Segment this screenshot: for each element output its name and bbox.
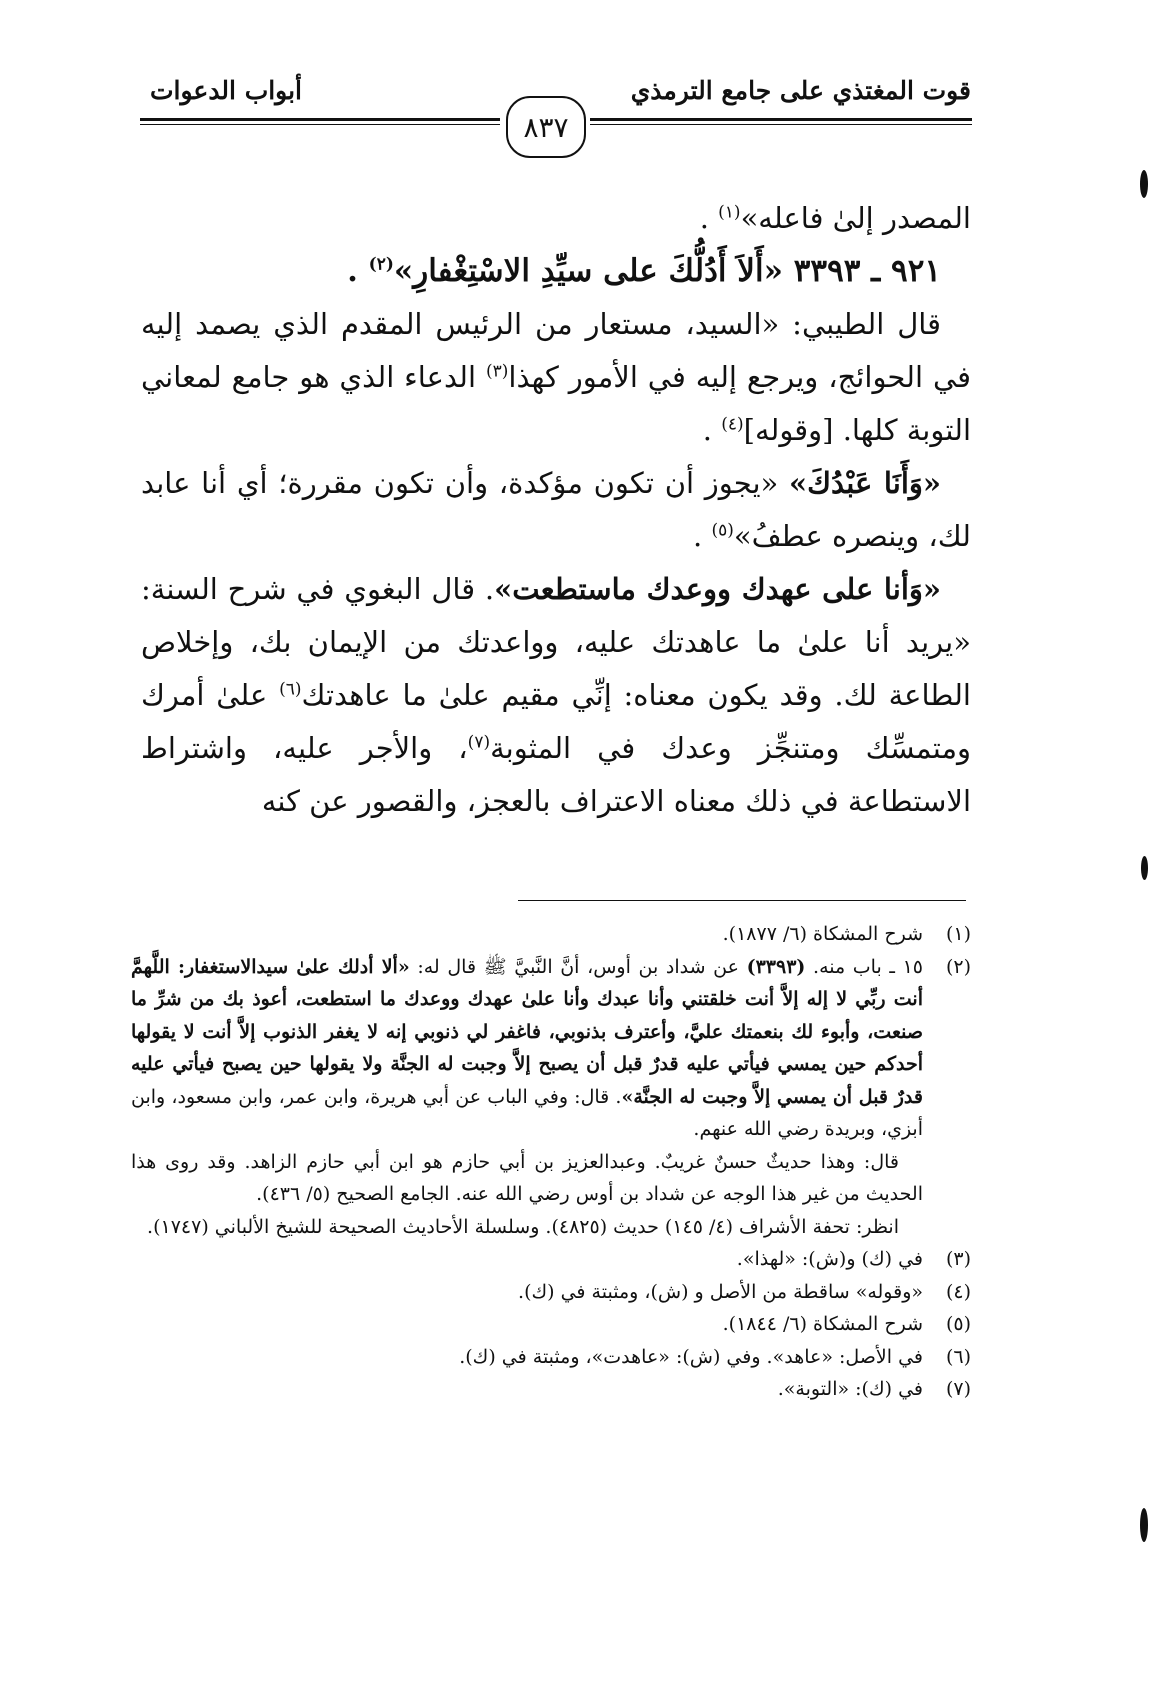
footnote-text: . قال: وفي الباب عن أبي هريرة، وابن عمر، وابن مسعود، وابن أبزي، وبريدة رضي الله عنهم. [131,1085,923,1140]
footnote-2-continuation: قال: وهذا حديثٌ حسنٌ غريبٌ. وعبدالعزيز بن أبي حازم هو ابن أبي حازم الزاهد. وقد روى هذا الحديث من غير هذا الوجه عن شداد بن أوس رضي الله عنه. الجامع الصحيح (٥/ ٤٣٦). [131,1150,923,1205]
footnote-text: شرح المشكاة (٦/ ١٨٧٧). [722,923,923,945]
quoted-phrase: «وَأَنَا عَبْدُكَ» [789,466,942,500]
paragraph-text: علىٰ أمرك ومتمسِّك ومتنجِّز وعدك في المثوبة [141,678,971,765]
paragraph-text: «يجوز أن تكون مؤكدة، وأن تكون مقررة؛ أي أنا عابد لك، وينصره عطفُ» [141,466,971,553]
running-header-chapter-title: أبواب الدعوات [150,76,303,105]
paragraph-text: قال الطيبي: «السيد، مستعار من الرئيس المقدم الذي يصمد إليه في الحوائج، ويرجع إليه في الأمور كهذا [141,307,971,394]
paragraph-continuation [141,192,971,245]
page-number: ٨٣٧ [506,96,586,158]
footnote-text: في (ك): «التوبة». [777,1378,923,1400]
footnote-text: شرح المشكاة (٦/ ١٨٤٤). [722,1313,923,1335]
header-rule-left-thin [140,124,500,125]
footnote-1 [131,918,971,951]
scan-mark [1140,1508,1148,1542]
paragraph-text: الدعاء الذي هو جامع لمعاني التوبة كلها. [وقوله] [141,360,971,447]
footnote-text: ١٥ ـ باب منه. [805,955,924,978]
paragraph-tibi [141,298,971,457]
paragraph-end: . [693,519,712,553]
footnote-number: (٣) [945,1248,971,1270]
footnote-number: (٦) [945,1345,971,1368]
footnote-5 [131,1308,971,1341]
hadith-heading [141,245,971,298]
footnote-text: في الأصل: «عاهد». وفي (ش): «عاهدت»، ومثبتة في (ك). [459,1345,923,1368]
footnote-ref: (٤) [721,414,744,435]
paragraph-text: المصدر إلىٰ فاعله» [740,201,971,235]
footnote-ref: (٧) [467,732,491,753]
footnote-ref: (٥) [711,520,734,541]
paragraph-text: . قال البغوي في شرح السنة: «يريد أنا علىٰ ما عاهدتك عليه، وواعدتك من الإيمان بك، وإخلاص الطاعة لك. وقد يكون معناه: إنِّي مقيم علىٰ ما عاهدتك [141,572,971,712]
footnote-ref: (٦) [279,679,302,700]
footnotes [131,918,971,1406]
paragraph-end: . [702,413,722,447]
paragraph-end: . [699,201,719,235]
footnote-number: (١) [945,923,971,945]
footnote-ref: (٣) [485,361,509,382]
footnote-ref: (٢) [368,254,394,275]
header-rule-right [590,118,972,121]
paragraph-end: . [347,253,369,289]
footnote-6 [131,1341,971,1374]
header-rule-right-thin [590,124,972,125]
header-rule-left [140,118,500,121]
hadith-heading-text: ٩٢١ ـ ٣٣٩٣ «أَلاَ أَدُلُّكَ على سيِّدِ الاسْتِغْفارِ» [393,253,941,289]
quoted-phrase: «وَأنا على عهدك ووعدك ماستطعت» [494,572,942,606]
footnote-number: (٢) [945,955,971,978]
footnote-text: عن شداد بن أوس، أنَّ النَّبيَّ ﷺ قال له: [409,955,747,978]
footnote-text: «وقوله» ساقطة من الأصل و (ش)، ومثبتة في (ك). [518,1280,923,1303]
paragraph-ahdika [141,563,971,828]
paragraph-wa-ana-abduka [141,457,971,563]
footnote-number: (٧) [945,1378,971,1400]
footnote-3 [131,1243,971,1276]
paragraph-text: ، والأجر عليه، واشتراط الاستطاعة في ذلك معناه الاعتراف بالعجز، والقصور عن كنه [141,731,971,818]
footnote-2-references: انظر: تحفة الأشراف (٤/ ١٤٥) حديث (٤٨٢٥). وسلسلة الأحاديث الصحيحة للشيخ الألباني (١٧٤٧). [147,1215,899,1238]
footnote-number: (٥) [945,1313,971,1335]
scan-mark [1140,170,1148,198]
main-text [141,192,971,828]
footnote-number: (٤) [945,1280,971,1303]
footnote-text: في (ك) و(ش): «لهذا». [736,1248,923,1270]
footnote-separator [518,900,966,901]
footnote-7 [131,1373,971,1406]
footnote-ref: (١) [718,202,741,223]
hadith-text: «ألا أدلك علىٰ سيدالاستغفار: اللَّهمَّ أنت ربِّي لا إله إلاَّ أنت خلقتني وأنا عبدك وأنا علىٰ عهدك ووعدك ما استطعت، أعوذ بك من شرِّ ما صنعت، وأبوء لك بنعمتك عليَّ، وأعترف بذنوبي، فاغفر لي ذنوبي إنه لا يغفر الذنوب إلاَّ أنت لا يقولها أحدكم حين يمسي فيأتي عليه قدرٌ قبل أن يصبح إلاَّ وجبت له الجنَّة ولا يقولها حين يصبح فيأتي عليه قدرٌ قبل أن يمسي إلاَّ وجبت له الجنَّة» [131,955,923,1108]
footnote-2 [131,951,971,1146]
scan-mark [1141,856,1148,880]
footnote-4 [131,1276,971,1309]
running-header-book-title: قوت المغتذي على جامع الترمذي [630,76,971,105]
hadith-number: (٣٣٩٣) [746,955,806,978]
